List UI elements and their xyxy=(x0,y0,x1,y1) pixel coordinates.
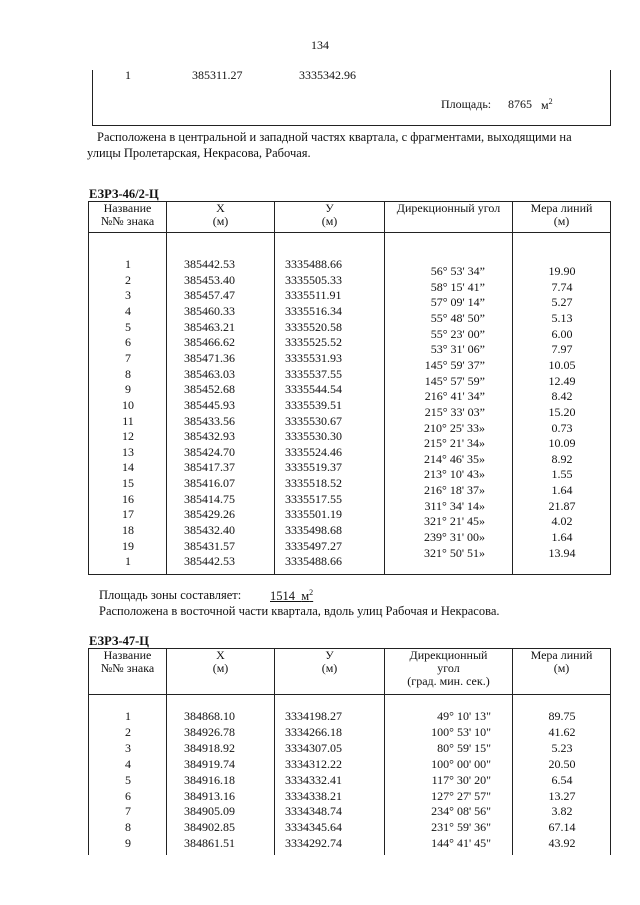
coord-x: 385452.68 xyxy=(184,382,235,397)
coord-y: 3335342.96 xyxy=(299,68,356,82)
coord-x: 384905.09 xyxy=(184,804,235,819)
direction-angle: 239° 31' 00» xyxy=(424,530,485,545)
area-unit: $м^2$ xyxy=(541,97,553,112)
coord-y: 3335544.54 xyxy=(285,382,342,397)
location-text-line1: Расположена в центральной и западной частях квартала, с фрагментами, выходящими на xyxy=(97,130,572,144)
header-angle: Дирекционный угол xyxy=(385,202,513,233)
header-y: У (м) xyxy=(275,202,385,233)
coord-x: 385466.62 xyxy=(184,335,235,350)
coord-x: 384913.16 xyxy=(184,788,235,803)
coord-y: 3334307.05 xyxy=(285,740,342,755)
point-number: 8 xyxy=(125,366,131,381)
coord-x: 384916.18 xyxy=(184,772,235,787)
coord-x: 385460.33 xyxy=(184,303,235,318)
line-length: 5.13 xyxy=(551,310,573,325)
direction-angle: 100° 00' 00" xyxy=(431,756,491,771)
point-number: 1 xyxy=(125,554,131,569)
coord-x: 385463.03 xyxy=(184,366,235,381)
point-number: 3 xyxy=(125,288,131,303)
coord-y: 3335524.46 xyxy=(285,444,342,459)
line-length: 13.27 xyxy=(548,788,576,803)
zone-area-label: Площадь зоны составляет: xyxy=(99,588,242,602)
coord-y: 3335511.91 xyxy=(285,288,342,303)
coordinates-table xyxy=(88,201,611,575)
line-length: 8.92 xyxy=(551,451,573,466)
coord-y: 3335517.55 xyxy=(285,491,342,506)
coordinates-table-2 xyxy=(88,648,611,855)
header-angle: Дирекционный угол (град. мин. сек.) xyxy=(385,649,513,695)
coord-x: 385442.53 xyxy=(184,257,235,271)
direction-angle: 127° 27' 57" xyxy=(431,788,491,803)
direction-angle: 55° 23' 00” xyxy=(430,326,485,341)
line-length: 21.87 xyxy=(548,498,576,513)
coord-y: 3334332.41 xyxy=(285,772,342,787)
coord-y: 3335530.67 xyxy=(285,413,342,428)
line-length: 7.74 xyxy=(551,279,573,294)
previous-zone-table xyxy=(92,70,611,126)
coord-x: 385463.21 xyxy=(184,319,235,334)
coord-x: 384926.78 xyxy=(184,724,235,739)
coord-x: 384902.85 xyxy=(184,820,235,835)
direction-angle: 117° 30' 20" xyxy=(431,772,491,787)
point-number: 7 xyxy=(125,350,131,365)
point-number: 8 xyxy=(125,820,131,835)
line-length: 10.09 xyxy=(548,436,576,451)
point-number: 6 xyxy=(125,788,131,803)
point-number: 1 xyxy=(125,68,131,82)
direction-angle: 215° 21' 34» xyxy=(424,436,485,451)
coord-x: 384918.92 xyxy=(184,740,235,755)
coord-y: 3334312.22 xyxy=(285,756,342,771)
coord-y: 3335520.58 xyxy=(285,319,342,334)
point-number: 1 xyxy=(125,257,131,271)
direction-angle: 55° 48' 50” xyxy=(430,310,485,325)
direction-angle: 231° 59' 36" xyxy=(431,820,491,835)
direction-angle: 49° 10' 13" xyxy=(437,709,491,723)
direction-angle: 216° 41' 34” xyxy=(424,389,485,404)
coord-y: 3335498.68 xyxy=(285,523,342,538)
coord-y: 3335501.19 xyxy=(285,507,342,522)
point-number: 4 xyxy=(125,756,131,771)
point-number: 11 xyxy=(122,413,134,428)
line-length: 15.20 xyxy=(548,404,576,419)
point-number: 14 xyxy=(122,460,134,475)
direction-angle: 214° 46' 35» xyxy=(424,451,485,466)
zone-area-value: 1514 $м^2$ xyxy=(270,588,314,604)
direction-angle: 80° 59' 15" xyxy=(437,740,491,755)
point-number: 9 xyxy=(125,382,131,397)
header-length: Мера линий (м) xyxy=(513,202,611,233)
point-number: 4 xyxy=(125,303,131,318)
direction-angle: 145° 59' 37” xyxy=(424,357,485,372)
direction-angle: 210° 25' 33» xyxy=(424,420,485,435)
coord-y: 3335530.30 xyxy=(285,429,342,444)
coord-y: 3335518.52 xyxy=(285,476,342,491)
coord-y: 3335539.51 xyxy=(285,397,342,412)
direction-angle: 216° 18' 37» xyxy=(424,483,485,498)
coord-x: 385433.56 xyxy=(184,413,235,428)
line-length: 67.14 xyxy=(548,820,576,835)
coord-x: 385471.36 xyxy=(184,350,235,365)
line-length: 8.42 xyxy=(551,389,573,404)
point-number: 15 xyxy=(122,476,134,491)
zone-area-superscript: 2 xyxy=(309,588,314,597)
line-length: 5.23 xyxy=(551,740,573,755)
coord-x: 384919.74 xyxy=(184,756,235,771)
coord-y: 3335525.52 xyxy=(285,335,342,350)
header-x: X (м) xyxy=(167,649,275,695)
coord-y: 3335519.37 xyxy=(285,460,342,475)
point-number: 6 xyxy=(125,335,131,350)
line-length: 10.05 xyxy=(548,357,576,372)
direction-angle: 311° 34' 14» xyxy=(424,498,485,513)
coord-y: 3335488.66 xyxy=(285,554,342,569)
coord-x: 385417.37 xyxy=(184,460,235,475)
direction-angle: 215° 33' 03” xyxy=(424,404,485,419)
line-length: 20.50 xyxy=(548,756,576,771)
header-length: Мера линий (м) xyxy=(513,649,611,695)
point-number: 5 xyxy=(125,772,131,787)
location-text-line2: улицы Пролетарская, Некрасова, Рабочая. xyxy=(87,146,311,160)
point-number: 18 xyxy=(122,523,134,538)
coord-x: 385432.93 xyxy=(184,429,235,444)
area-unit-superscript: 2 xyxy=(548,97,553,106)
direction-angle: 321° 21' 45» xyxy=(424,514,485,529)
coord-x: 384861.51 xyxy=(184,836,235,851)
coord-y: 3335537.55 xyxy=(285,366,342,381)
point-number: 9 xyxy=(125,836,131,851)
line-length: 6.54 xyxy=(551,772,573,787)
direction-angle: 321° 50' 51» xyxy=(424,545,485,560)
coord-y: 3334266.18 xyxy=(285,724,342,739)
zone-location-text: Расположена в восточной части квартала, вдоль улиц Рабочая и Некрасова. xyxy=(99,604,500,618)
header-x: X (м) xyxy=(167,202,275,233)
line-length: 12.49 xyxy=(548,373,576,388)
point-number: 13 xyxy=(122,444,134,459)
direction-angle: 58° 15' 41” xyxy=(430,279,485,294)
point-number: 5 xyxy=(125,319,131,334)
area-value: 8765 xyxy=(508,97,532,111)
line-length: 89.75 xyxy=(548,709,576,723)
direction-angle: 145° 57' 59” xyxy=(424,373,485,388)
table-header xyxy=(89,202,611,233)
point-number: 17 xyxy=(122,507,134,522)
coord-y: 3334198.27 xyxy=(285,709,342,723)
coord-y: 3334348.74 xyxy=(285,804,342,819)
point-number: 10 xyxy=(122,397,134,412)
point-number: 7 xyxy=(125,804,131,819)
line-length: 19.90 xyxy=(548,264,576,278)
point-number: 3 xyxy=(125,740,131,755)
line-length: 6.00 xyxy=(551,326,573,341)
coord-x: 385445.93 xyxy=(184,397,235,412)
coord-y: 3335488.66 xyxy=(285,257,342,271)
line-length: 1.64 xyxy=(551,530,573,545)
coord-y: 3335505.33 xyxy=(285,272,342,287)
coord-x: 384868.10 xyxy=(184,709,235,723)
coord-x: 385414.75 xyxy=(184,491,235,506)
point-number: 16 xyxy=(122,491,134,506)
coord-x: 385457.47 xyxy=(184,288,235,303)
direction-angle: 56° 53' 34” xyxy=(430,264,485,278)
direction-angle: 53° 31' 06” xyxy=(430,342,485,357)
line-length: 13.94 xyxy=(548,545,576,560)
coord-x: 385453.40 xyxy=(184,272,235,287)
point-number: 19 xyxy=(122,538,134,553)
line-length: 43.92 xyxy=(548,836,576,851)
point-number: 2 xyxy=(125,272,131,287)
page-number: 134 xyxy=(311,38,329,52)
section-title-2: ЕЗРЗ-47-Ц xyxy=(89,634,150,648)
point-number: 12 xyxy=(122,429,134,444)
coord-y: 3335531.93 xyxy=(285,350,342,365)
line-length: 41.62 xyxy=(548,724,576,739)
table-header-2 xyxy=(89,649,611,695)
coord-x: 385442.53 xyxy=(184,554,235,569)
line-length: 0.73 xyxy=(551,420,573,435)
section-title: ЕЗРЗ-46/2-Ц xyxy=(89,187,159,201)
coord-x: 385431.57 xyxy=(184,538,235,553)
coord-y: 3334292.74 xyxy=(285,836,342,851)
coord-y: 3334345.64 xyxy=(285,820,342,835)
line-length: 3.82 xyxy=(551,804,573,819)
coord-x: 385429.26 xyxy=(184,507,235,522)
point-number: 1 xyxy=(125,709,131,723)
header-name: Название №№ знака xyxy=(89,202,167,233)
line-length: 7.97 xyxy=(551,342,573,357)
coord-x: 385432.40 xyxy=(184,523,235,538)
coord-x: 385311.27 xyxy=(192,68,243,82)
direction-angle: 213° 10' 43» xyxy=(424,467,485,482)
line-length: 1.55 xyxy=(551,467,573,482)
area-label: Площадь: xyxy=(441,97,492,111)
line-length: 1.64 xyxy=(551,483,573,498)
direction-angle: 57° 09' 14” xyxy=(430,295,485,310)
header-y: У (м) xyxy=(275,649,385,695)
direction-angle: 234° 08' 56" xyxy=(431,804,491,819)
coord-x: 385424.70 xyxy=(184,444,235,459)
direction-angle: 144° 41' 45" xyxy=(431,836,491,851)
coord-y: 3334338.21 xyxy=(285,788,342,803)
line-length: 4.02 xyxy=(551,514,573,529)
line-length: 5.27 xyxy=(551,295,573,310)
header-name: Название №№ знака xyxy=(89,649,167,695)
direction-angle: 100° 53' 10" xyxy=(431,724,491,739)
coord-y: 3335497.27 xyxy=(285,538,342,553)
coord-x: 385416.07 xyxy=(184,476,235,491)
point-number: 2 xyxy=(125,724,131,739)
coord-y: 3335516.34 xyxy=(285,303,342,318)
